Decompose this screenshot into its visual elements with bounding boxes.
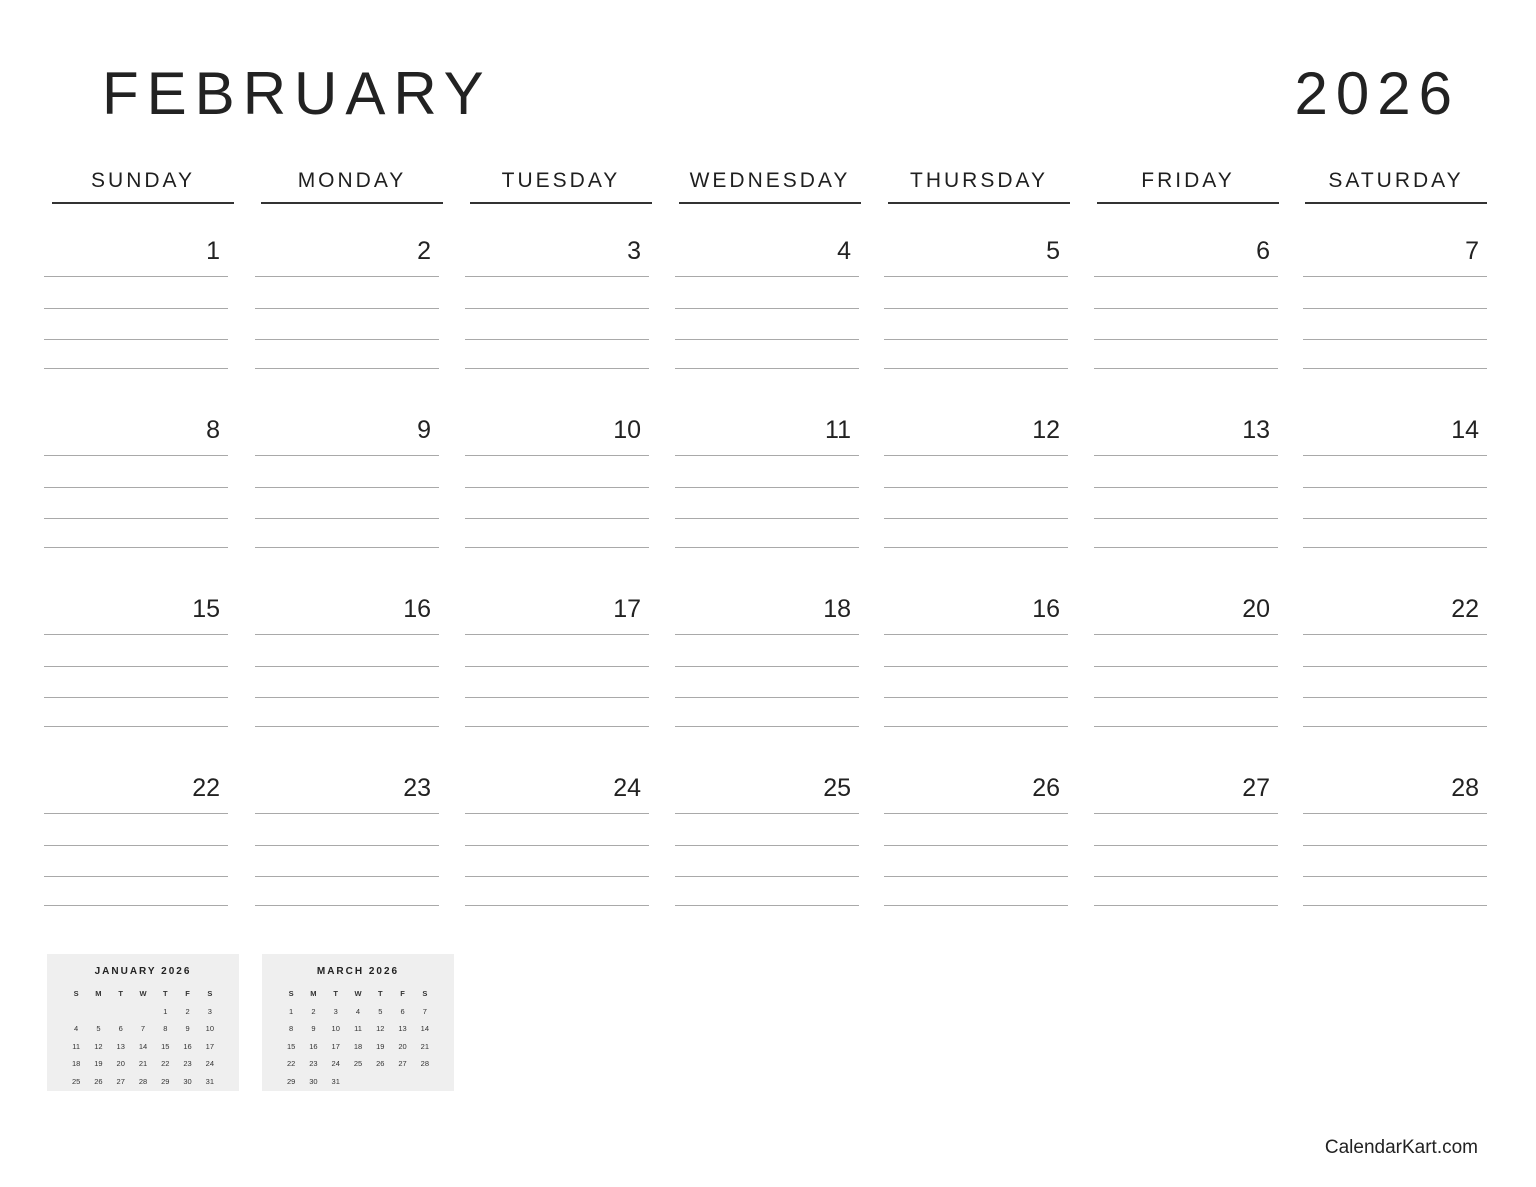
month-title: FEBRUARY <box>102 60 492 127</box>
day-number: 3 <box>627 237 641 265</box>
writing-line <box>675 666 859 667</box>
mini-weekday: M <box>310 989 317 999</box>
writing-line <box>884 726 1068 727</box>
writing-line <box>44 845 228 846</box>
day-cell <box>255 236 439 396</box>
writing-line <box>1303 634 1487 635</box>
mini-day: 5 <box>378 1006 383 1016</box>
weekday-wednesday: WEDNESDAY <box>679 166 861 204</box>
writing-line <box>465 339 649 340</box>
writing-line <box>884 697 1068 698</box>
writing-line <box>255 487 439 488</box>
mini-day: 9 <box>185 1024 190 1034</box>
mini-day: 21 <box>420 1041 430 1051</box>
writing-line <box>465 876 649 877</box>
writing-line <box>1303 876 1487 877</box>
writing-line <box>675 547 859 548</box>
mini-day: 27 <box>116 1076 125 1086</box>
mini-day: 12 <box>376 1024 385 1034</box>
writing-line <box>465 547 649 548</box>
mini-day: 27 <box>398 1059 407 1069</box>
writing-line <box>1094 547 1278 548</box>
day-number: 20 <box>1242 595 1270 623</box>
mini-weekday: M <box>95 989 102 999</box>
day-number: 13 <box>1242 416 1270 444</box>
writing-line <box>884 455 1068 456</box>
writing-line <box>675 308 859 309</box>
writing-line <box>255 547 439 548</box>
writing-line <box>255 845 439 846</box>
mini-day: 26 <box>94 1076 103 1086</box>
mini-day: 19 <box>376 1041 385 1051</box>
writing-line <box>44 339 228 340</box>
writing-line <box>675 276 859 277</box>
day-cell <box>675 594 859 754</box>
mini-day: 22 <box>161 1059 170 1069</box>
day-cell <box>675 236 859 396</box>
mini-day: 15 <box>161 1041 170 1051</box>
writing-line <box>1094 487 1278 488</box>
day-number: 26 <box>1032 774 1060 802</box>
mini-day: 17 <box>331 1041 340 1051</box>
writing-line <box>44 876 228 877</box>
mini-weekday: T <box>162 989 168 999</box>
day-number: 6 <box>1256 237 1270 265</box>
mini-day: 5 <box>96 1024 101 1034</box>
writing-line <box>675 845 859 846</box>
day-number: 9 <box>417 416 431 444</box>
writing-line <box>465 726 649 727</box>
writing-line <box>675 487 859 488</box>
writing-line <box>675 697 859 698</box>
mini-day: 30 <box>183 1076 192 1086</box>
day-number: 2 <box>417 237 431 265</box>
writing-line <box>884 813 1068 814</box>
writing-line <box>1303 845 1487 846</box>
weekday-sunday: SUNDAY <box>52 166 234 204</box>
writing-line <box>1303 697 1487 698</box>
writing-line <box>1094 697 1278 698</box>
day-cell <box>44 594 228 754</box>
day-number: 15 <box>192 595 220 623</box>
mini-day: 18 <box>71 1059 81 1069</box>
writing-line <box>44 455 228 456</box>
mini-day: 8 <box>163 1024 168 1034</box>
writing-line <box>1094 368 1278 369</box>
writing-line <box>44 813 228 814</box>
day-cell <box>255 415 439 575</box>
day-number: 16 <box>1032 595 1060 623</box>
writing-line <box>44 726 228 727</box>
weekday-friday: FRIDAY <box>1097 166 1279 204</box>
writing-line <box>1303 666 1487 667</box>
writing-line <box>465 308 649 309</box>
mini-day: 1 <box>289 1006 294 1016</box>
mini-day: 17 <box>205 1041 215 1051</box>
writing-line <box>44 308 228 309</box>
writing-line <box>1094 634 1278 635</box>
mini-weekday: W <box>354 989 362 999</box>
weekday-saturday: SATURDAY <box>1305 166 1487 204</box>
writing-line <box>44 697 228 698</box>
writing-line <box>1094 813 1278 814</box>
writing-line <box>1094 518 1278 519</box>
mini-day: 4 <box>355 1006 361 1016</box>
mini-day: 22 <box>286 1059 296 1069</box>
mini-day: 28 <box>138 1076 148 1086</box>
day-cell <box>1303 236 1487 396</box>
writing-line <box>255 339 439 340</box>
day-cell <box>884 236 1068 396</box>
day-cell <box>1094 773 1278 933</box>
writing-line <box>675 813 859 814</box>
day-number: 5 <box>1046 237 1060 265</box>
writing-line <box>675 368 859 369</box>
mini-day: 19 <box>94 1059 103 1069</box>
day-cell <box>44 773 228 933</box>
mini-day: 21 <box>138 1059 148 1069</box>
writing-line <box>465 666 649 667</box>
writing-line <box>884 276 1068 277</box>
day-number: 4 <box>837 237 851 265</box>
day-number: 24 <box>613 774 641 802</box>
mini-weekday: W <box>139 989 147 999</box>
writing-line <box>44 368 228 369</box>
mini-day: 24 <box>331 1059 340 1069</box>
mini-day: 3 <box>333 1006 338 1016</box>
mini-weekday: T <box>377 989 383 999</box>
writing-line <box>255 455 439 456</box>
writing-line <box>255 666 439 667</box>
mini-day: 29 <box>161 1076 170 1086</box>
writing-line <box>1303 368 1487 369</box>
mini-day: 20 <box>398 1041 407 1051</box>
day-number: 17 <box>613 595 641 623</box>
day-cell <box>884 594 1068 754</box>
day-number: 27 <box>1242 774 1270 802</box>
mini-day: 11 <box>72 1041 81 1051</box>
writing-line <box>255 518 439 519</box>
mini-day: 9 <box>311 1024 316 1034</box>
writing-line <box>1094 845 1278 846</box>
mini-day: 25 <box>71 1076 81 1086</box>
writing-line <box>44 634 228 635</box>
mini-weekday: S <box>422 989 428 999</box>
writing-line <box>1303 276 1487 277</box>
mini-day: 23 <box>309 1059 318 1069</box>
writing-line <box>465 697 649 698</box>
mini-calendar-title: MARCH 2026 <box>316 966 400 977</box>
writing-line <box>44 487 228 488</box>
mini-day: 1 <box>163 1006 168 1016</box>
day-cell <box>1094 236 1278 396</box>
writing-line <box>255 876 439 877</box>
writing-line <box>465 845 649 846</box>
day-number: 8 <box>206 416 220 444</box>
mini-day: 10 <box>205 1024 215 1034</box>
mini-day: 29 <box>286 1076 296 1086</box>
writing-line <box>44 666 228 667</box>
mini-day: 18 <box>353 1041 363 1051</box>
day-number: 22 <box>1451 595 1479 623</box>
day-number: 25 <box>823 774 851 802</box>
day-number: 11 <box>825 416 851 444</box>
mini-day: 31 <box>331 1076 340 1086</box>
mini-day: 2 <box>311 1006 316 1016</box>
mini-calendar-grid <box>65 985 221 1090</box>
day-cell <box>1303 415 1487 575</box>
mini-day: 23 <box>183 1059 192 1069</box>
mini-weekday: F <box>185 989 190 999</box>
writing-line <box>884 905 1068 906</box>
writing-line <box>255 308 439 309</box>
mini-day: 15 <box>286 1041 296 1051</box>
day-cell <box>465 594 649 754</box>
mini-day: 31 <box>205 1076 215 1086</box>
day-cell <box>465 236 649 396</box>
day-cell <box>44 236 228 396</box>
writing-line <box>465 368 649 369</box>
writing-line <box>675 876 859 877</box>
mini-day: 14 <box>138 1041 148 1051</box>
writing-line <box>255 697 439 698</box>
writing-line <box>465 813 649 814</box>
writing-line <box>675 455 859 456</box>
writing-line <box>884 487 1068 488</box>
day-number: 14 <box>1451 416 1479 444</box>
writing-line <box>255 368 439 369</box>
day-cell <box>465 773 649 933</box>
mini-day: 7 <box>422 1006 427 1016</box>
mini-day: 10 <box>331 1024 340 1034</box>
writing-line <box>675 518 859 519</box>
writing-line <box>255 634 439 635</box>
writing-line <box>884 339 1068 340</box>
mini-day: 4 <box>74 1024 79 1034</box>
mini-weekday: S <box>73 989 79 999</box>
weekday-thursday: THURSDAY <box>888 166 1070 204</box>
mini-day: 12 <box>94 1041 103 1051</box>
writing-line <box>1303 547 1487 548</box>
mini-day: 26 <box>376 1059 385 1069</box>
writing-line <box>465 455 649 456</box>
day-cell <box>884 415 1068 575</box>
writing-line <box>1094 905 1278 906</box>
day-number: 10 <box>613 416 641 444</box>
brand-footer: CalendarKart.com <box>1324 1137 1478 1158</box>
writing-line <box>1094 666 1278 667</box>
day-cell <box>1303 594 1487 754</box>
day-cell <box>465 415 649 575</box>
day-cell <box>255 594 439 754</box>
writing-line <box>1303 455 1487 456</box>
mini-day: 3 <box>207 1006 212 1016</box>
day-cell <box>1094 594 1278 754</box>
writing-line <box>1303 308 1487 309</box>
mini-day: 25 <box>353 1059 363 1069</box>
mini-day: 6 <box>118 1024 123 1034</box>
mini-weekday: T <box>118 989 123 999</box>
day-number: 12 <box>1032 416 1060 444</box>
mini-weekday: T <box>333 989 338 999</box>
mini-weekday: S <box>288 989 294 999</box>
writing-line <box>44 276 228 277</box>
writing-line <box>884 308 1068 309</box>
writing-line <box>1303 726 1487 727</box>
writing-line <box>884 368 1068 369</box>
day-cell <box>44 415 228 575</box>
mini-day: 28 <box>420 1059 430 1069</box>
writing-line <box>1094 339 1278 340</box>
mini-weekday: F <box>400 989 405 999</box>
mini-day: 30 <box>309 1076 318 1086</box>
writing-line <box>884 876 1068 877</box>
day-number: 1 <box>206 237 220 265</box>
day-number: 28 <box>1451 774 1479 802</box>
writing-line <box>44 547 228 548</box>
writing-line <box>465 487 649 488</box>
day-cell <box>255 773 439 933</box>
mini-calendar-january <box>47 954 239 1091</box>
day-cell <box>675 415 859 575</box>
day-cell <box>1094 415 1278 575</box>
writing-line <box>675 905 859 906</box>
mini-day: 11 <box>354 1024 362 1034</box>
day-cell <box>1303 773 1487 933</box>
mini-day: 16 <box>183 1041 192 1051</box>
writing-line <box>1303 813 1487 814</box>
writing-line <box>1303 905 1487 906</box>
day-number: 7 <box>1465 237 1479 265</box>
writing-line <box>675 726 859 727</box>
mini-calendar-grid <box>280 985 436 1090</box>
day-cell <box>675 773 859 933</box>
mini-day: 7 <box>140 1024 146 1034</box>
writing-line <box>1094 455 1278 456</box>
day-cell <box>884 773 1068 933</box>
mini-day: 24 <box>205 1059 215 1069</box>
mini-day: 13 <box>116 1041 125 1051</box>
day-number: 23 <box>403 774 431 802</box>
writing-line <box>44 518 228 519</box>
writing-line <box>675 634 859 635</box>
year-title: 2026 <box>1294 60 1460 127</box>
weekday-monday: MONDAY <box>261 166 443 204</box>
weekday-tuesday: TUESDAY <box>470 166 652 204</box>
writing-line <box>884 547 1068 548</box>
writing-line <box>884 666 1068 667</box>
writing-line <box>465 905 649 906</box>
writing-line <box>255 726 439 727</box>
writing-line <box>465 276 649 277</box>
mini-day: 6 <box>400 1006 405 1016</box>
day-number: 22 <box>192 774 220 802</box>
mini-day: 20 <box>116 1059 125 1069</box>
day-number: 16 <box>403 595 431 623</box>
mini-day: 16 <box>309 1041 318 1051</box>
writing-line <box>44 905 228 906</box>
writing-line <box>884 634 1068 635</box>
writing-line <box>884 518 1068 519</box>
writing-line <box>1303 518 1487 519</box>
mini-weekday: S <box>207 989 213 999</box>
mini-day: 14 <box>420 1024 430 1034</box>
writing-line <box>884 845 1068 846</box>
writing-line <box>1094 876 1278 877</box>
writing-line <box>465 634 649 635</box>
writing-line <box>255 813 439 814</box>
writing-line <box>1094 276 1278 277</box>
writing-line <box>1303 339 1487 340</box>
day-number: 18 <box>823 595 851 623</box>
mini-calendar-march <box>262 954 454 1091</box>
mini-day: 2 <box>185 1006 190 1016</box>
mini-calendar-title: JANUARY 2026 <box>94 966 192 977</box>
writing-line <box>1094 726 1278 727</box>
writing-line <box>255 905 439 906</box>
writing-line <box>675 339 859 340</box>
writing-line <box>1094 308 1278 309</box>
writing-line <box>1303 487 1487 488</box>
writing-line <box>465 518 649 519</box>
mini-day: 13 <box>398 1024 407 1034</box>
writing-line <box>255 276 439 277</box>
mini-day: 8 <box>289 1024 294 1034</box>
